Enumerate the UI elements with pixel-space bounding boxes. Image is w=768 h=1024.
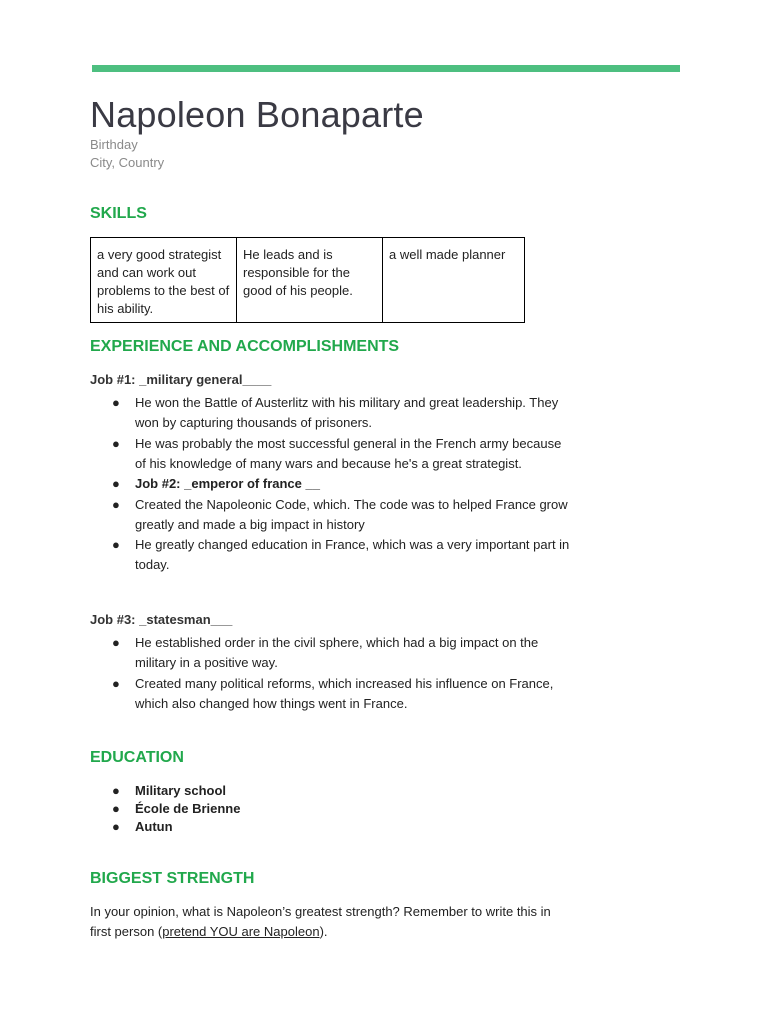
skills-cell: He leads and is responsible for the good of his people. <box>237 238 383 323</box>
education-heading: EDUCATION <box>90 749 184 766</box>
education-item-text: Military school <box>135 783 227 798</box>
person-name: Napoleon Bonaparte <box>90 94 424 135</box>
education-item-text: Autun <box>135 819 173 834</box>
job3-list <box>90 633 570 714</box>
list-item <box>90 633 570 673</box>
list-item <box>90 393 570 433</box>
list-item-text: Job #2: _emperor of france __ <box>135 476 320 491</box>
prompt-underlined-text: pretend YOU are Napoleon <box>162 924 320 939</box>
list-item-text: Created many political reforms, which increased his influence on France, which also changed how things went in France. <box>135 675 554 711</box>
prompt-text-end: ). <box>319 924 328 939</box>
skills-cell: a well made planner <box>383 238 525 323</box>
accent-bar <box>92 65 680 72</box>
bullet-icon: ● <box>112 635 120 650</box>
job1-title: Job #1: _military general____ <box>90 372 272 387</box>
list-item-text: He won the Battle of Austerlitz with his military and great leadership. They won by capturing thousands of prisoners. <box>135 395 559 430</box>
list-item <box>90 434 570 474</box>
prompt-text: In your opinion, what is Napoleon’s greatest strength? Remember to write this in first person ( <box>90 904 551 939</box>
bullet-icon: ● <box>112 537 120 552</box>
education-item-text: École de Brienne <box>135 801 241 816</box>
bullet-icon: ● <box>112 675 120 691</box>
job2-title <box>90 474 570 494</box>
bullet-icon: ● <box>112 476 120 491</box>
bullet-icon: ● <box>112 783 120 798</box>
bullet-icon: ● <box>112 819 120 834</box>
birthday-text: Birthday <box>90 137 138 152</box>
skills-cell: a very good strategist and can work out problems to the best of his ability. <box>91 238 237 323</box>
list-item-text: He was probably the most successful general in the French army because of his knowledge of many wars and because he's a great strategist. <box>135 435 562 471</box>
list-item-text: He established order in the civil sphere, which had a big impact on the military in a positive way. <box>135 635 539 670</box>
bullet-icon: ● <box>112 435 120 451</box>
strength-heading: BIGGEST STRENGTH <box>90 870 255 887</box>
education-list <box>90 782 490 836</box>
education-item <box>90 818 490 836</box>
list-item <box>90 535 570 575</box>
job1-list <box>90 393 570 576</box>
bullet-icon: ● <box>112 496 120 512</box>
bullet-icon: ● <box>112 395 120 410</box>
experience-heading: EXPERIENCE AND ACCOMPLISHMENTS <box>90 338 400 355</box>
job3-title: Job #3: _statesman___ <box>90 612 233 627</box>
list-item <box>90 674 570 714</box>
skills-row <box>91 238 525 323</box>
education-item <box>90 800 490 818</box>
list-item-text: Created the Napoleonic Code, which. The code was to helped France grow greatly and made a big impact in history <box>135 496 568 532</box>
skills-heading: SKILLS <box>90 205 147 222</box>
list-item-text: He greatly changed education in France, which was a very important part in today. <box>135 537 570 572</box>
education-item <box>90 782 490 800</box>
bullet-icon: ● <box>112 801 120 816</box>
skills-table <box>90 237 525 323</box>
list-item <box>90 495 570 535</box>
strength-prompt <box>90 902 570 942</box>
location-text: City, Country <box>90 155 165 170</box>
